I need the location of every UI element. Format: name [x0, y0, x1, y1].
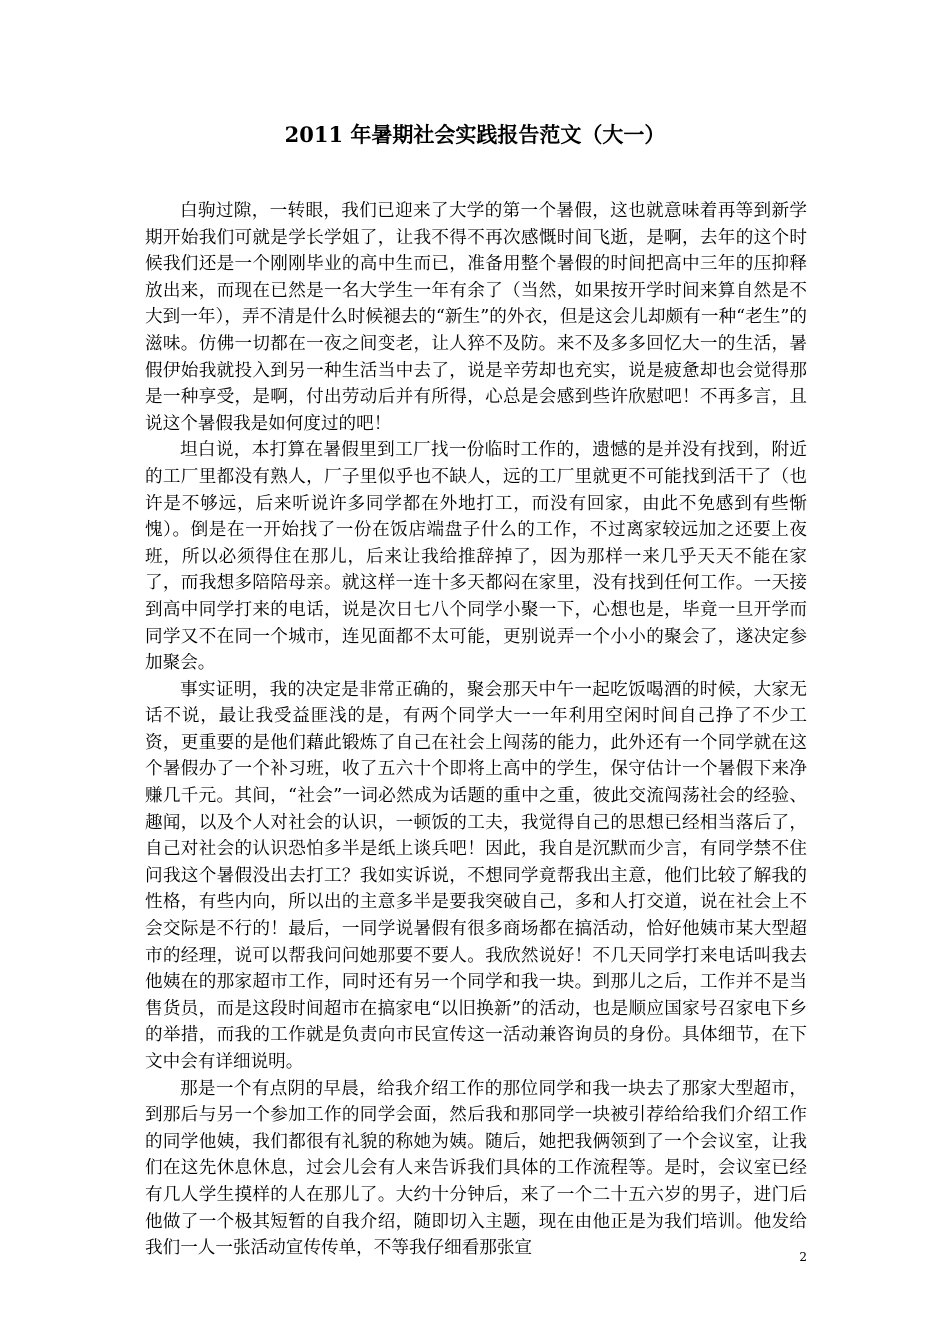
document-body: [145, 198, 807, 1262]
body-paragraph: 坦白说，本打算在暑假里到工厂找一份临时工作的，遗憾的是并没有找到，附近的工厂里都没有熟人，厂子里似乎也不缺人，远的工厂里就更不可能找到活干了（也许是不够远，后来听说许多同学都在外地打工，而没有回家，由此不免感到有些惭愧）。倒是在一开始找了一份在饭店端盘子什么的工作，不过离家较远加之还要上夜班，所以必须得住在那儿，后来让我给推辞掉了，因为那样一来几乎天天不能在家了，而我想多陪陪母亲。就这样一连十多天都闷在家里，没有找到任何工作。一天接到高中同学打来的电话，说是次日七八个同学小聚一下，心想也是，毕竟一旦开学而同学又不在同一个城市，连见面都不太可能，更别说弄一个小小的聚会了，遂决定参加聚会。: [145, 440, 807, 674]
body-paragraph: 事实证明，我的决定是非常正确的，聚会那天中午一起吃饭喝酒的时候，大家无话不说，最让我受益匪浅的是，有两个同学大一一年利用空闲时间自己挣了不少工资，更重要的是他们藉此锻炼了自己在社会上闯荡的能力，此外还有一个同学就在这个暑假办了一个补习班，收了五六十个即将上高中的学生，保守估计一个暑假下来净赚几千元。其间，“社会”一词必然成为话题的重中之重，彼此交流闯荡社会的经验、趣闻，以及个人对社会的认识，一顿饭的工夫，我觉得自己的思想已经相当落后了，自己对社会的认识恐怕多半是纸上谈兵吧！因此，我自是沉默而少言，有同学禁不住问我这个暑假没出去打工？我如实诉说，不想同学竟帮我出主意，他们比较了解我的性格，有些内向，所以出的主意多半是要我突破自己，多和人打交道，说在社会上不会交际是不行的！最后，一同学说暑假有很多商场都在搞活动，恰好他姨市某大型超市的经理，说可以帮我问问她那要不要人。我欣然说好！不几天同学打来电话叫我去他姨在的那家超市工作，同时还有另一个同学和我一块。到那儿之后，工作并不是当售货员，而是这段时间超市在搞家电“以旧换新”的活动，也是顺应国家号召家电下乡的举措，而我的工作就是负责向市民宣传这一活动兼咨询员的身份。具体细节，在下文中会有详细说明。: [145, 679, 807, 1072]
body-paragraph: 白驹过隙，一转眼，我们已迎来了大学的第一个暑假，这也就意味着再等到新学期开始我们可就是学长学姐了，让我不得不再次感慨时间飞逝，是啊，去年的这个时候我们还是一个刚刚毕业的高中生而已，准备用整个暑假的时间把高中三年的压抑释放出来，而现在已然是一名大学生一年有余了（当然，如果按开学时间来算自然是不大到一年），弄不清是什么时候褪去的“新生”的外衣，但是这会儿却颇有一种“老生”的滋味。仿佛一切都在一夜之间变老，让人猝不及防。来不及多多回忆大一的生活，暑假伊始我就投入到另一种生活当中去了，说是辛劳却也充实，说是疲惫却也会觉得那是一种享受，是啊，付出劳动后并有所得，心总是会感到些许欣慰吧！不再多言，且说这个暑假我是如何度过的吧！: [145, 201, 807, 434]
page-number: 2: [799, 1250, 807, 1264]
document-title: 2011 年暑期社会实践报告范文（大一）: [284, 122, 666, 147]
body-paragraph: 那是一个有点阴的早晨，给我介绍工作的那位同学和我一块去了那家大型超市，到那后与另一个参加工作的同学会面，然后我和那同学一块被引荐给给我们介绍工作的同学他姨，我们都很有礼貌的称她为姨。随后，她把我俩领到了一个会议室，让我们在这先休息休息，过会儿会有人来告诉我们具体的工作流程等。是时，会议室已经有几人学生摸样的人在那儿了。大约十分钟后，来了一个二十五六岁的男子，进门后他做了一个极其短暂的自我介绍，随即切入主题，现在由他正是为我们培训。他发给我们一人一张活动宣传传单，不等我仔细看那张宣: [145, 1078, 807, 1259]
